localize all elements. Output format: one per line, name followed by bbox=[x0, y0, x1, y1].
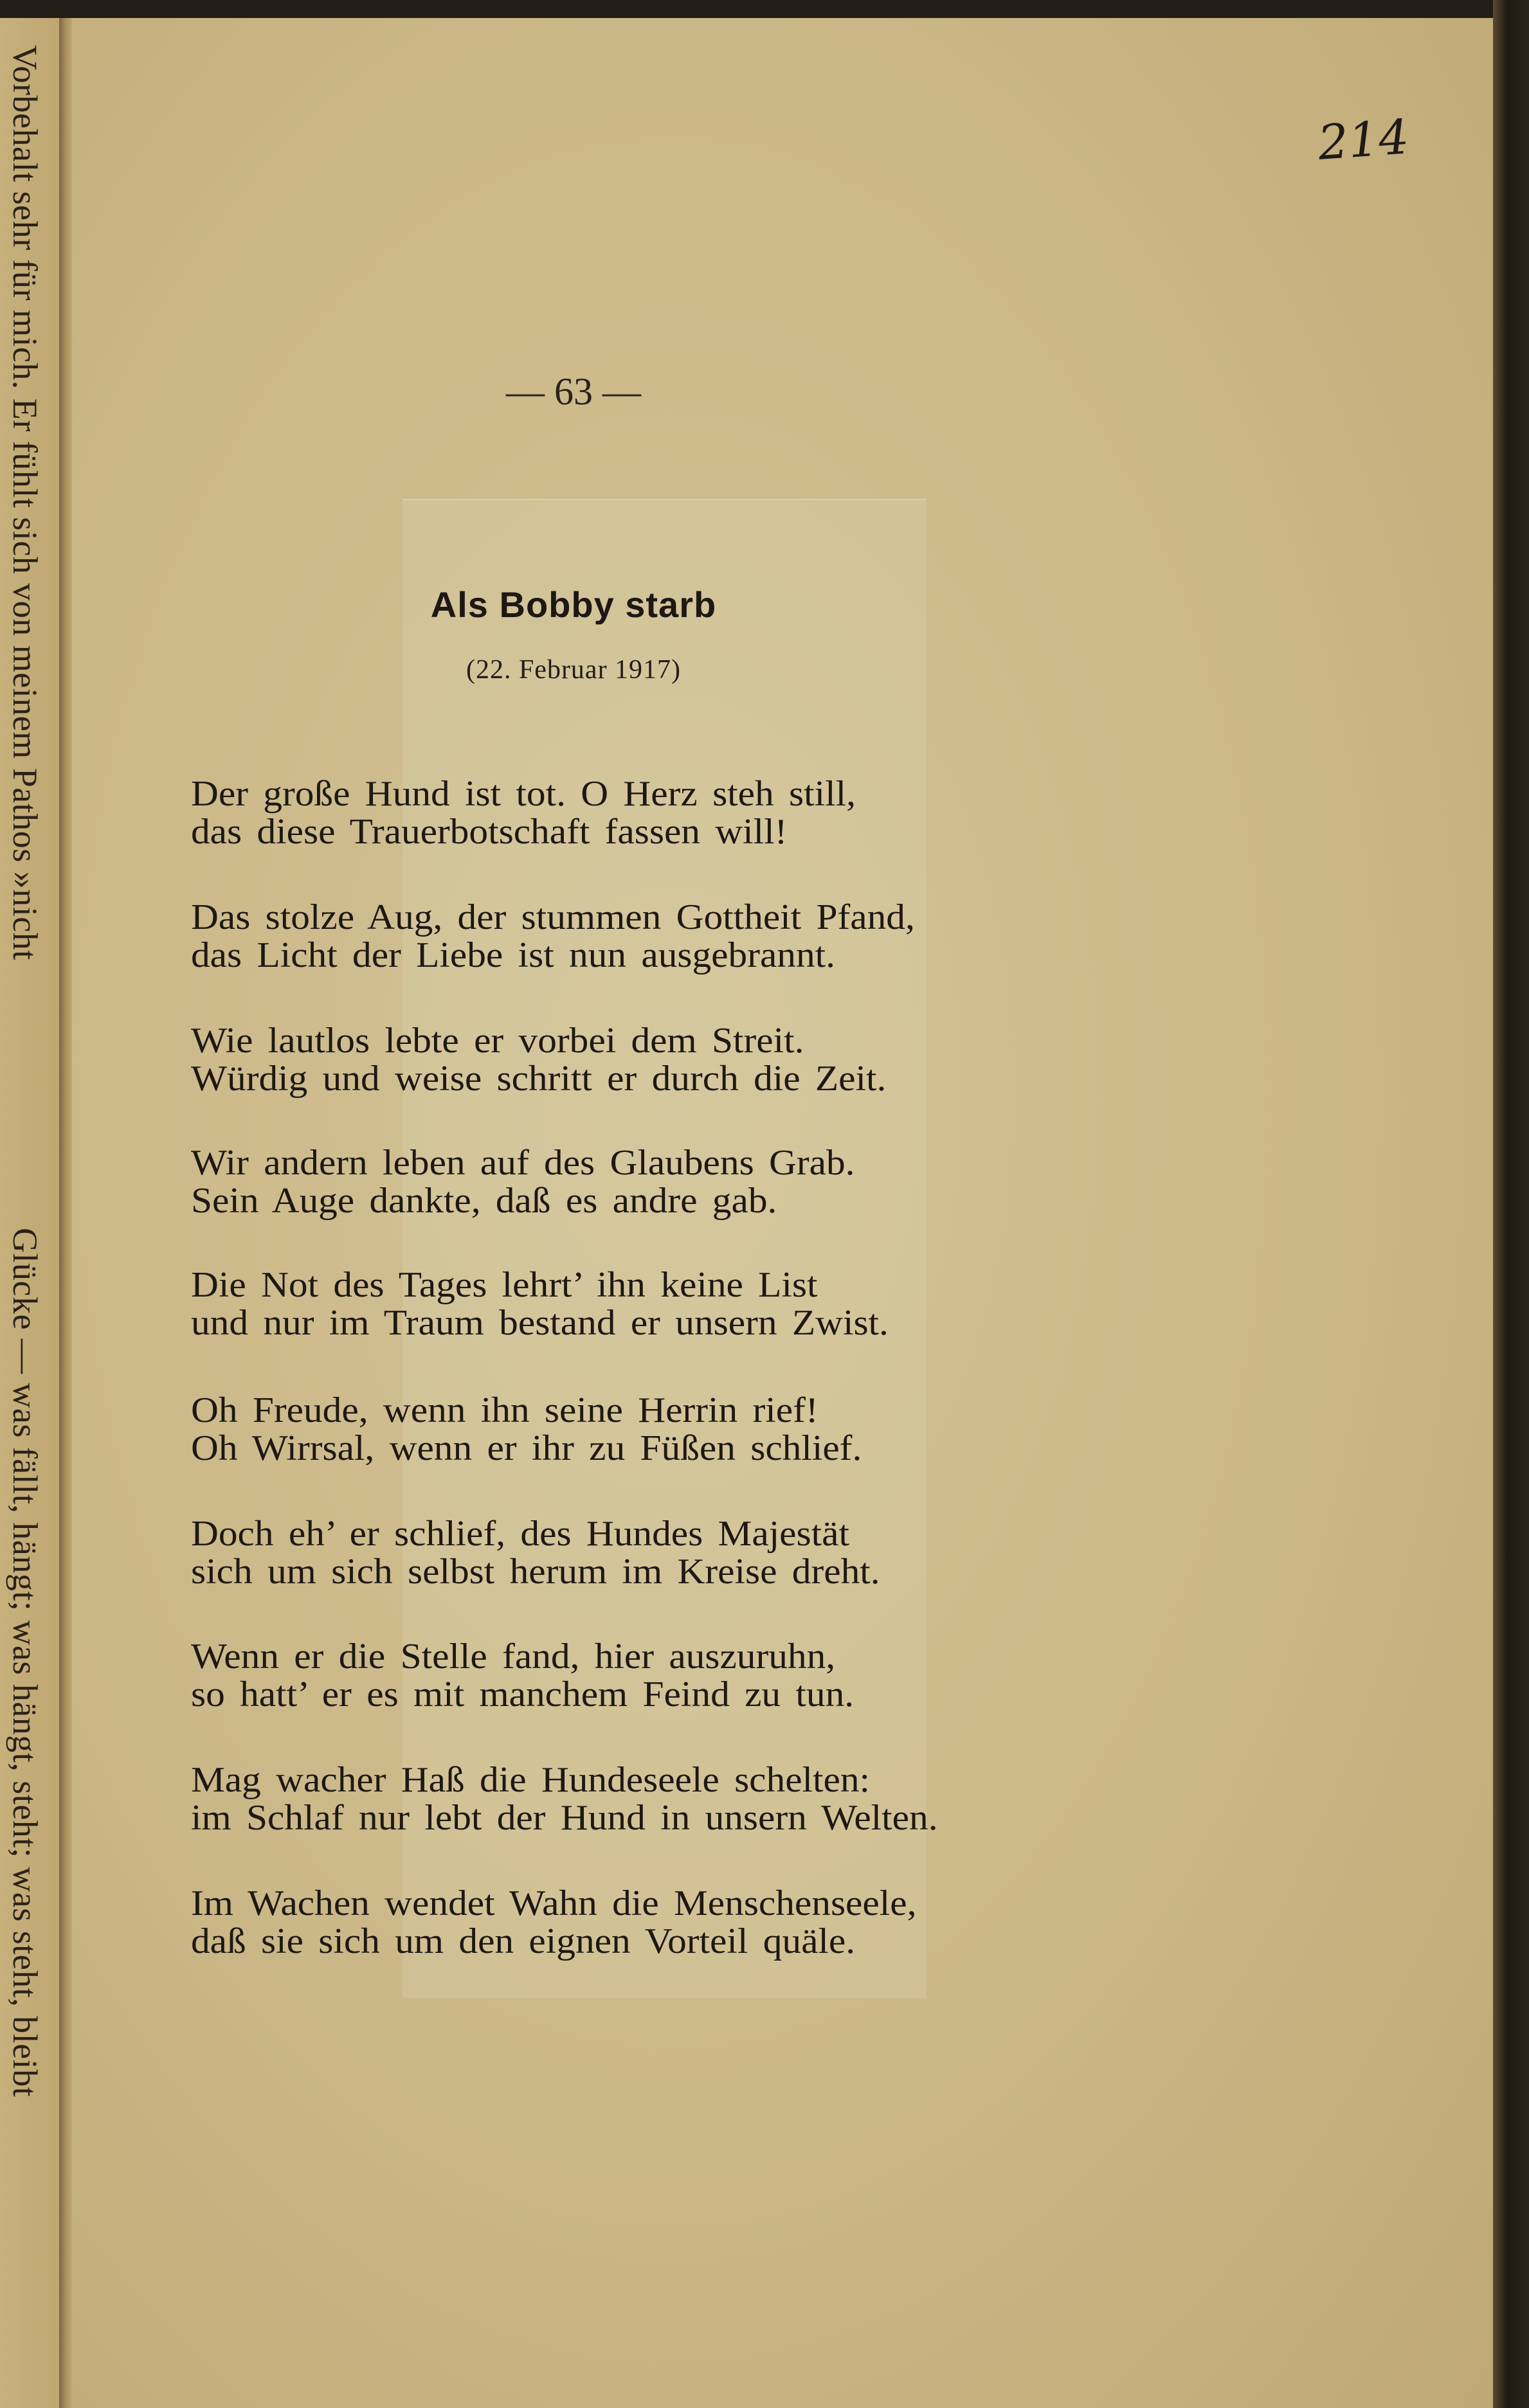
stanza bbox=[191, 1021, 887, 1099]
stanza bbox=[191, 1760, 938, 1838]
verse-line: Oh Wirrsal, wenn er ihr zu Füßen schlief. bbox=[191, 1428, 862, 1468]
facing-page-text: Vorbehalt sehr für mich. Er fühlt sich von meinem Pathos »nicht bbox=[6, 45, 44, 960]
verse-line: Wir andern leben auf des Glaubens Grab. bbox=[191, 1143, 855, 1183]
page-number: — 63 — bbox=[506, 370, 641, 413]
verse-line: Würdig und weise schritt er durch die Zeit. bbox=[191, 1059, 887, 1099]
scan-border-right bbox=[1493, 0, 1529, 2408]
verse-line: Sein Auge dankte, daß es andre gab. bbox=[191, 1181, 777, 1221]
handwritten-folio-number: 214 bbox=[1316, 109, 1411, 171]
stanza bbox=[191, 774, 856, 852]
stanza bbox=[191, 1637, 855, 1714]
stanza bbox=[191, 1390, 862, 1468]
facing-page-text: Glücke — was fällt, hängt; was hängt, steht; was steht, bleibt bbox=[6, 1228, 44, 2098]
verse-line: Wie lautlos lebte er vorbei dem Streit. bbox=[191, 1021, 804, 1061]
verse-line: Wenn er die Stelle fand, hier auszuruhn, bbox=[191, 1637, 836, 1676]
stanza bbox=[191, 1143, 855, 1221]
verse-line: und nur im Traum bestand er unsern Zwist. bbox=[191, 1303, 889, 1343]
verse-line: Oh Freude, wenn ihn seine Herrin rief! bbox=[191, 1390, 819, 1430]
verse-line: daß sie sich um den eignen Vorteil quäle. bbox=[191, 1921, 856, 1961]
verse-line: das diese Trauerbotschaft fassen will! bbox=[191, 812, 788, 852]
verse-line: Im Wachen wendet Wahn die Menschenseele, bbox=[191, 1883, 917, 1923]
poem-date: (22. Februar 1917) bbox=[466, 655, 682, 685]
stanza bbox=[191, 1883, 917, 1961]
stanza bbox=[191, 1265, 889, 1343]
verse-line: Der große Hund ist tot. O Herz steh still, bbox=[191, 774, 856, 814]
verse-line: im Schlaf nur lebt der Hund in unsern Welten. bbox=[191, 1798, 938, 1838]
verse-line: Die Not des Tages lehrt’ ihn keine List bbox=[191, 1265, 818, 1305]
scan-border-top bbox=[0, 0, 1529, 19]
verse-line: Doch eh’ er schlief, des Hundes Majestät bbox=[191, 1514, 849, 1554]
verse-line: Mag wacher Haß die Hundeseele schelten: bbox=[191, 1760, 871, 1800]
verse-line: Das stolze Aug, der stummen Gottheit Pfand, bbox=[191, 897, 915, 937]
verse-line: sich um sich selbst herum im Kreise dreht. bbox=[191, 1552, 880, 1592]
poem-title: Als Bobby starb bbox=[430, 584, 717, 625]
stanza bbox=[191, 897, 915, 975]
verse-line: das Licht der Liebe ist nun ausgebrannt. bbox=[191, 935, 836, 975]
stanza bbox=[191, 1514, 880, 1592]
verse-line: so hatt’ er es mit manchem Feind zu tun. bbox=[191, 1675, 855, 1714]
